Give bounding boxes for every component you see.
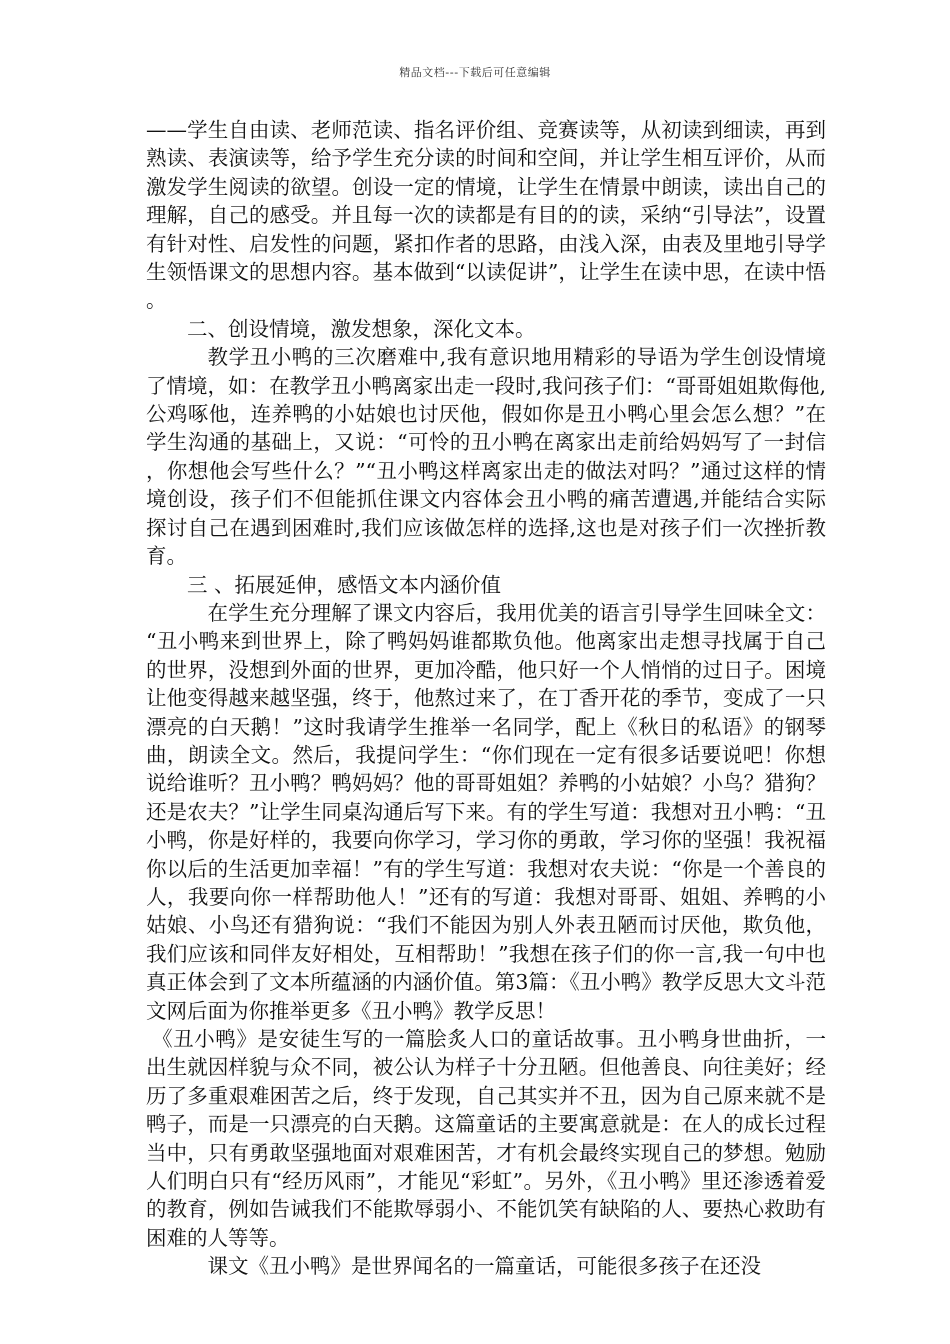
paragraph-closing: 课文《丑小鸭》是世界闻名的一篇童话，可能很多孩子在还没 [207,1254,761,1279]
page-header: 精品文档---下载后可任意编辑 [399,66,551,79]
section-heading-2: 二、创设情境，激发想象，深化文本。 [187,316,536,341]
section-heading-3: 三 、拓展延伸，感悟文本内涵价值 [187,572,502,597]
paragraph-story-summary: 《丑小鸭》是安徒生写的一篇脍炙人口的童话故事。丑小鸭身世曲折，一出生就因样貌与众不同，被公认为样子十分丑陋。但他善良、向往美好；经历了多重艰难困苦之后，终于发现，自己其实并不丑，因为自己原来就不是鸭子，而是一只漂亮的白天鹅。这篇童话的主要寓意就是：在人的成长过程当中，只有勇敢坚强地面对艰难困苦，才有机会最终实现自己的梦想。勉励人们明白只有“经历风雨”，才能见“彩虹”。另外，《丑小鸭》里还渗透着爱的教育，例如告诫我们不能欺辱弱小、不能饥笑有缺陷的人、要热心救助有困难的人等等。 [146,1027,826,1250]
document-body [146,116,826,1281]
paragraph-extension: 在学生充分理解了课文内容后，我用优美的语言引导学生回味全文：“丑小鸭来到世界上，除了鸭妈妈谁都欺负他。他离家出走想寻找属于自己的世界，没想到外面的世界，更加冷酷，他只好一个人悄悄的过日子。困境让他变得越来越坚强，终于，他熬过来了，在丁香开花的季节，变成了一只漂亮的白天鹅！”这时我请学生推举一名同学，配上《秋日的私语》的钢琴曲，朗读全文。然后，我提问学生：“你们现在一定有很多话要说吧！你想说给谁听？丑小鸭？鸭妈妈？他的哥哥姐姐？养鸭的小姑娘？小鸟？猎狗？还是农夫？”让学生同桌沟通后写下来。有的学生写道：我想对丑小鸭：“丑小鸭，你是好样的，我要向你学习，学习你的勇敢，学习你的坚强！我祝福你以后的生活更加幸福！”有的学生写道：我想对农夫说：“你是一个善良的人，我要向你一样帮助他人！”还有的写道：我想对哥哥、姐姐、养鸭的小姑娘、小鸟还有猎狗说：“我们不能因为别人外表丑陋而讨厌他，欺负他，我们应该和同伴友好相处，互相帮助！”我想在孩子们的你一言,我一句中也真正体会到了文本所蕴涵的内涵价值。第3篇：《丑小鸭》教学反思大文斗范文网后面为你推举更多《丑小鸭》教学反思！ [146,600,826,1023]
paragraph-reading-methods: ——学生自由读、老师范读、指名评价组、竞赛读等，从初读到细读，再到熟读、表演读等，给予学生充分读的时间和空间，并让学生相互评价，从而激发学生阅读的欲望。创设一定的情境，让学生在情景中朗读，读出自己的理解，自己的感受。并且每一次的读都是有目的的读，采纳“引导法”，设置有针对性、启发性的问题，紧扣作者的思路，由浅入深，由表及里地引导学生领悟课文的思想内容。基本做到“以读促讲”，让学生在读中思，在读中悟。 [146,118,826,313]
paragraph-situation: 教学丑小鸭的三次磨难中,我有意识地用精彩的导语为学生创设情境了情境，如：在教学丑小鸭离家出走一段时,我问孩子们：“哥哥姐姐欺侮他,公鸡啄他，连养鸭的小姑娘也讨厌他，假如你是丑小鸭心里会怎么想？”在学生沟通的基础上，又说：“可怜的丑小鸭在离家出走前给妈妈写了一封信，你想他会写些什么？”“丑小鸭这样离家出走的做法对吗？”通过这样的情境创设，孩子们不但能抓住课文内容体会丑小鸭的痛苦遭遇,并能结合实际探讨自己在遇到困难时,我们应该做怎样的选择,这也是对孩子们一次挫折教育。 [146,345,826,569]
